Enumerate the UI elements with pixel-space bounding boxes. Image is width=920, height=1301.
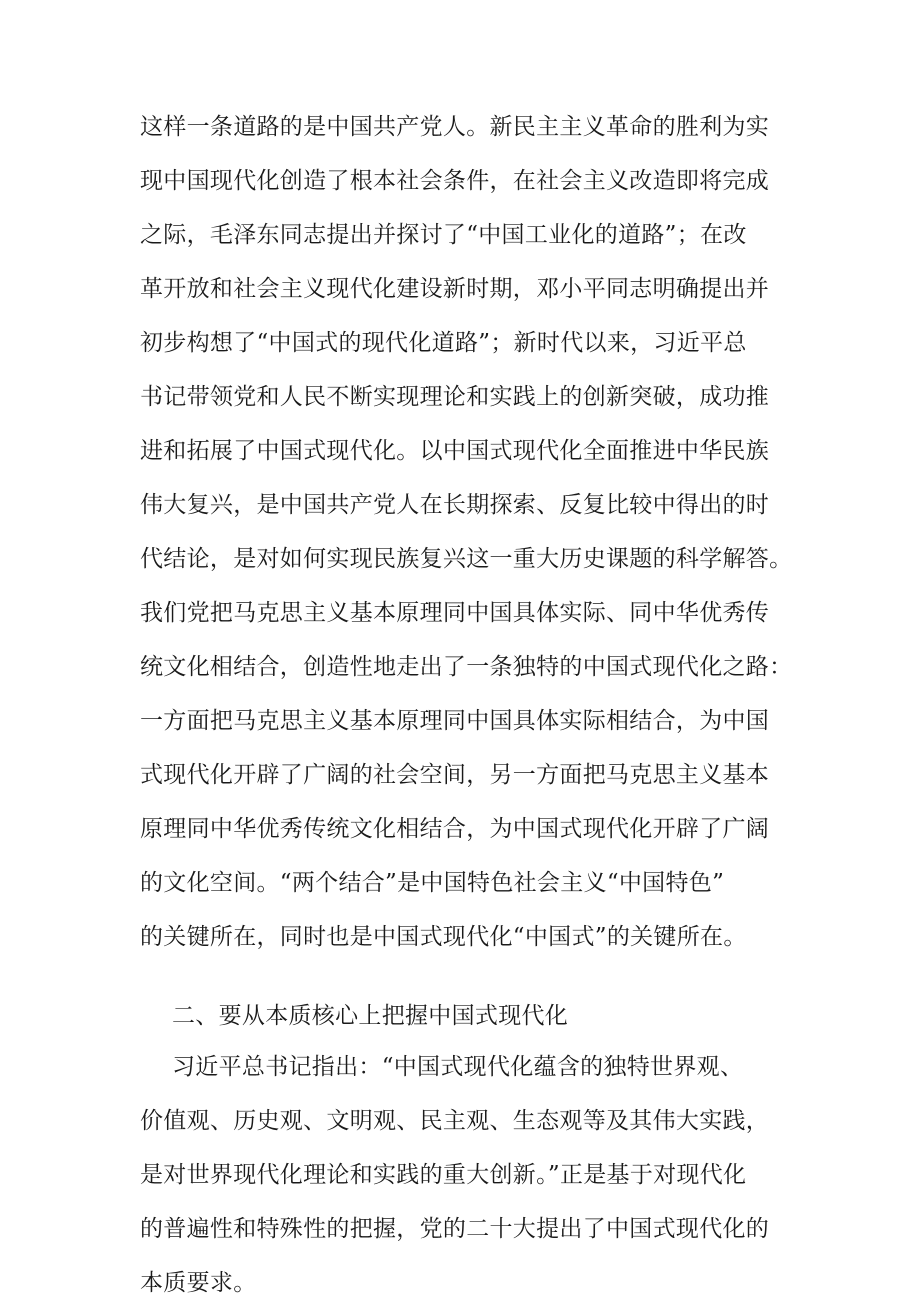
- paragraph-1-line: 之际，毛泽东同志提出并探讨了“中国工业化的道路”；在改: [140, 222, 747, 248]
- paragraph-2-line: 本质要求。: [140, 1270, 257, 1296]
- paragraph-1-line: 的关键所在，同时也是中国式现代化“中国式”的关键所在。: [140, 924, 747, 950]
- paragraph-2-line: 习近平总书记指出：“中国式现代化蕴含的独特世界观、: [172, 1054, 744, 1080]
- paragraph-1-line: 的文化空间。“两个结合”是中国特色社会主义“中国特色”: [140, 870, 725, 896]
- paragraph-2-line: 的普遍性和特殊性的把握，党的二十大提出了中国式现代化的: [140, 1216, 770, 1242]
- paragraph-1-line: 书记带领党和人民不断实现理论和实践上的创新突破，成功推: [140, 384, 770, 410]
- paragraph-2-line: 是对世界现代化理论和实践的重大创新。”正是基于对现代化: [140, 1162, 747, 1188]
- paragraph-1-line: 进和拓展了中国式现代化。以中国式现代化全面推进中华民族: [140, 438, 770, 464]
- paragraph-1-line: 原理同中华优秀传统文化相结合，为中国式现代化开辟了广阔: [140, 816, 770, 842]
- paragraph-2-line: 价值观、历史观、文明观、民主观、生态观等及其伟大实践，: [140, 1108, 770, 1134]
- section-heading: 二、要从本质核心上把握中国式现代化: [172, 1003, 569, 1029]
- paragraph-1-line: 我们党把马克思主义基本原理同中国具体实际、同中华优秀传: [140, 600, 770, 626]
- paragraph-1-line: 统文化相结合，创造性地走出了一条独特的中国式现代化之路：: [140, 654, 793, 680]
- paragraph-1-line: 初步构想了“中国式的现代化道路”；新时代以来，习近平总: [140, 330, 747, 356]
- paragraph-1-line: 现中国现代化创造了根本社会条件，在社会主义改造即将完成: [140, 168, 770, 194]
- paragraph-1-line: 代结论，是对如何实现民族复兴这一重大历史课题的科学解答。: [140, 546, 793, 572]
- paragraph-1-line: 式现代化开辟了广阔的社会空间，另一方面把马克思主义基本: [140, 762, 770, 788]
- paragraph-1-line: 一方面把马克思主义基本原理同中国具体实际相结合，为中国: [140, 708, 770, 734]
- paragraph-1-line: 这样一条道路的是中国共产党人。新民主主义革命的胜利为实: [140, 114, 770, 140]
- paragraph-1-line: 革开放和社会主义现代化建设新时期，邓小平同志明确提出并: [140, 276, 770, 302]
- paragraph-1-line: 伟大复兴，是中国共产党人在长期探索、反复比较中得出的时: [140, 492, 770, 518]
